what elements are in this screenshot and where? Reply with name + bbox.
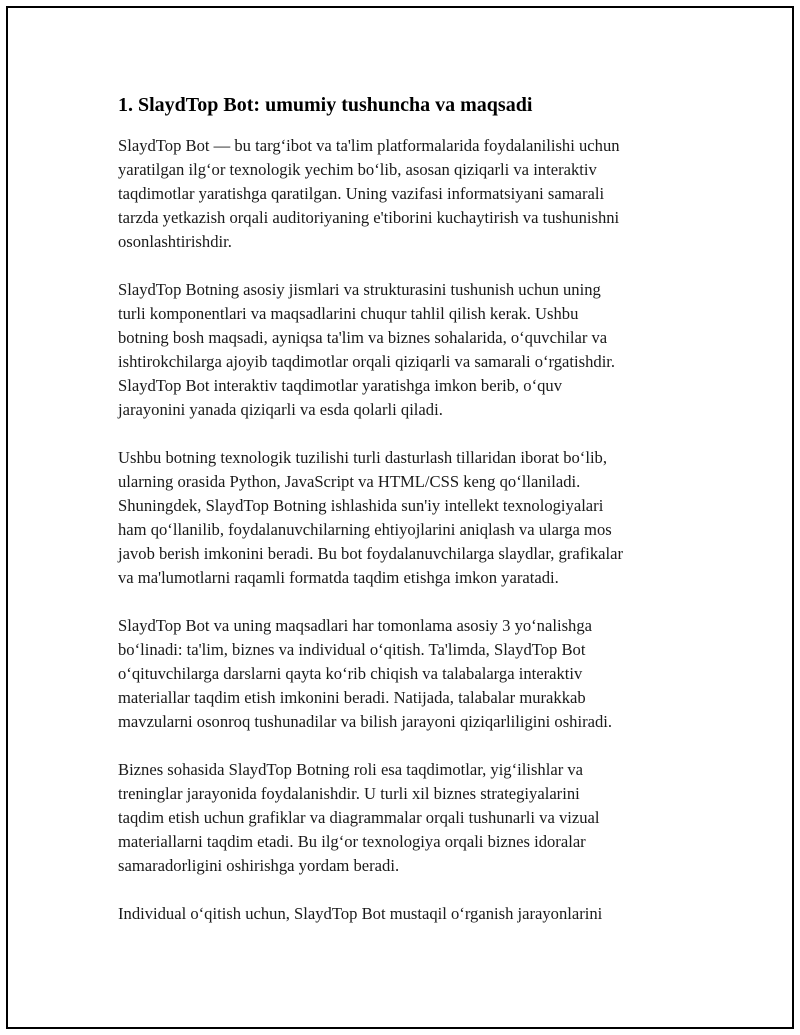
- paragraph-line: samaradorligini oshirishga yordam beradi.: [118, 856, 400, 875]
- paragraph-line: jarayonini yanada qiziqarli va esda qolarli qiladi.: [118, 400, 443, 419]
- paragraph-line: yaratilgan ilg‘or texnologik yechim bo‘lib, asosan qiziqarli va interaktiv: [118, 160, 597, 179]
- paragraph-line: botning bosh maqsadi, ayniqsa ta'lim va biznes sohalarida, o‘quvchilar va: [118, 328, 608, 347]
- paragraph-line: Shuningdek, SlaydTop Botning ishlashida sun'iy intellekt texnologiyalari: [118, 496, 604, 515]
- paragraph-line: mavzularni osonroq tushunadilar va bilish jarayoni qiziqarliligini oshiradi.: [118, 712, 613, 731]
- paragraph-line: ham qo‘llanilib, foydalanuvchilarning ehtiyojlarini aniqlash va ularga mos: [118, 520, 612, 539]
- paragraph-line: javob berish imkonini beradi. Bu bot foydalanuvchilarga slaydlar, grafikalar: [118, 544, 623, 563]
- paragraph-line: taqdim etish uchun grafiklar va diagrammalar orqali tushunarli va vizual: [118, 808, 600, 827]
- paragraph-3: [118, 446, 678, 590]
- paragraph-line: treninglar jarayonida foydalanishdir. U turli xil biznes strategiyalarini: [118, 784, 580, 803]
- paragraph-line: turli komponentlari va maqsadlarini chuqur tahlil qilish kerak. Ushbu: [118, 304, 579, 323]
- paragraph-line: taqdimotlar yaratishga qaratilgan. Uning vazifasi informatsiyani samarali: [118, 184, 605, 203]
- paragraph-line: Individual o‘qitish uchun, SlaydTop Bot mustaqil o‘rganish jarayonlarini: [118, 904, 603, 923]
- paragraph-6: [118, 902, 678, 926]
- paragraph-line: materiallar taqdim etish imkonini beradi. Natijada, talabalar murakkab: [118, 688, 586, 707]
- paragraph-line: ularning orasida Python, JavaScript va HTML/CSS keng qo‘llaniladi.: [118, 472, 581, 491]
- paragraph-line: va ma'lumotlarni raqamli formatda taqdim etishga imkon yaratadi.: [118, 568, 559, 587]
- paragraph-line: ishtirokchilarga ajoyib taqdimotlar orqali qiziqarli va samarali o‘rgatishdir.: [118, 352, 616, 371]
- paragraph-1: [118, 134, 678, 254]
- paragraph-line: SlaydTop Botning asosiy jismlari va strukturasini tushunish uchun uning: [118, 280, 601, 299]
- paragraph-line: Ushbu botning texnologik tuzilishi turli dasturlash tillaridan iborat bo‘lib,: [118, 448, 607, 467]
- section-heading: 1. SlaydTop Bot: umumiy tushuncha va maqsadi: [118, 94, 533, 116]
- paragraph-line: Biznes sohasida SlaydTop Botning roli esa taqdimotlar, yig‘ilishlar va: [118, 760, 584, 779]
- paragraph-line: tarzda yetkazish orqali auditoriyaning e'tiborini kuchaytirish va tushunishni: [118, 208, 620, 227]
- paragraph-5: [118, 758, 678, 878]
- paragraph-line: osonlashtirishdir.: [118, 232, 232, 251]
- paragraph-2: [118, 278, 678, 422]
- paragraph-line: materiallarni taqdim etadi. Bu ilg‘or texnologiya orqali biznes idoralar: [118, 832, 586, 851]
- paragraph-line: o‘qituvchilarga darslarni qayta ko‘rib chiqish va talabalarga interaktiv: [118, 664, 583, 683]
- page-frame: [6, 6, 794, 1029]
- paragraph-line: SlaydTop Bot interaktiv taqdimotlar yaratishga imkon berib, o‘quv: [118, 376, 563, 395]
- document-content: [118, 92, 678, 950]
- paragraph-line: bo‘linadi: ta'lim, biznes va individual o‘qitish. Ta'limda, SlaydTop Bot: [118, 640, 586, 659]
- paragraph-line: SlaydTop Bot — bu targ‘ibot va ta'lim platformalarida foydalanilishi uchun: [118, 136, 620, 155]
- paragraph-line: SlaydTop Bot va uning maqsadlari har tomonlama asosiy 3 yo‘nalishga: [118, 616, 592, 635]
- paragraph-4: [118, 614, 678, 734]
